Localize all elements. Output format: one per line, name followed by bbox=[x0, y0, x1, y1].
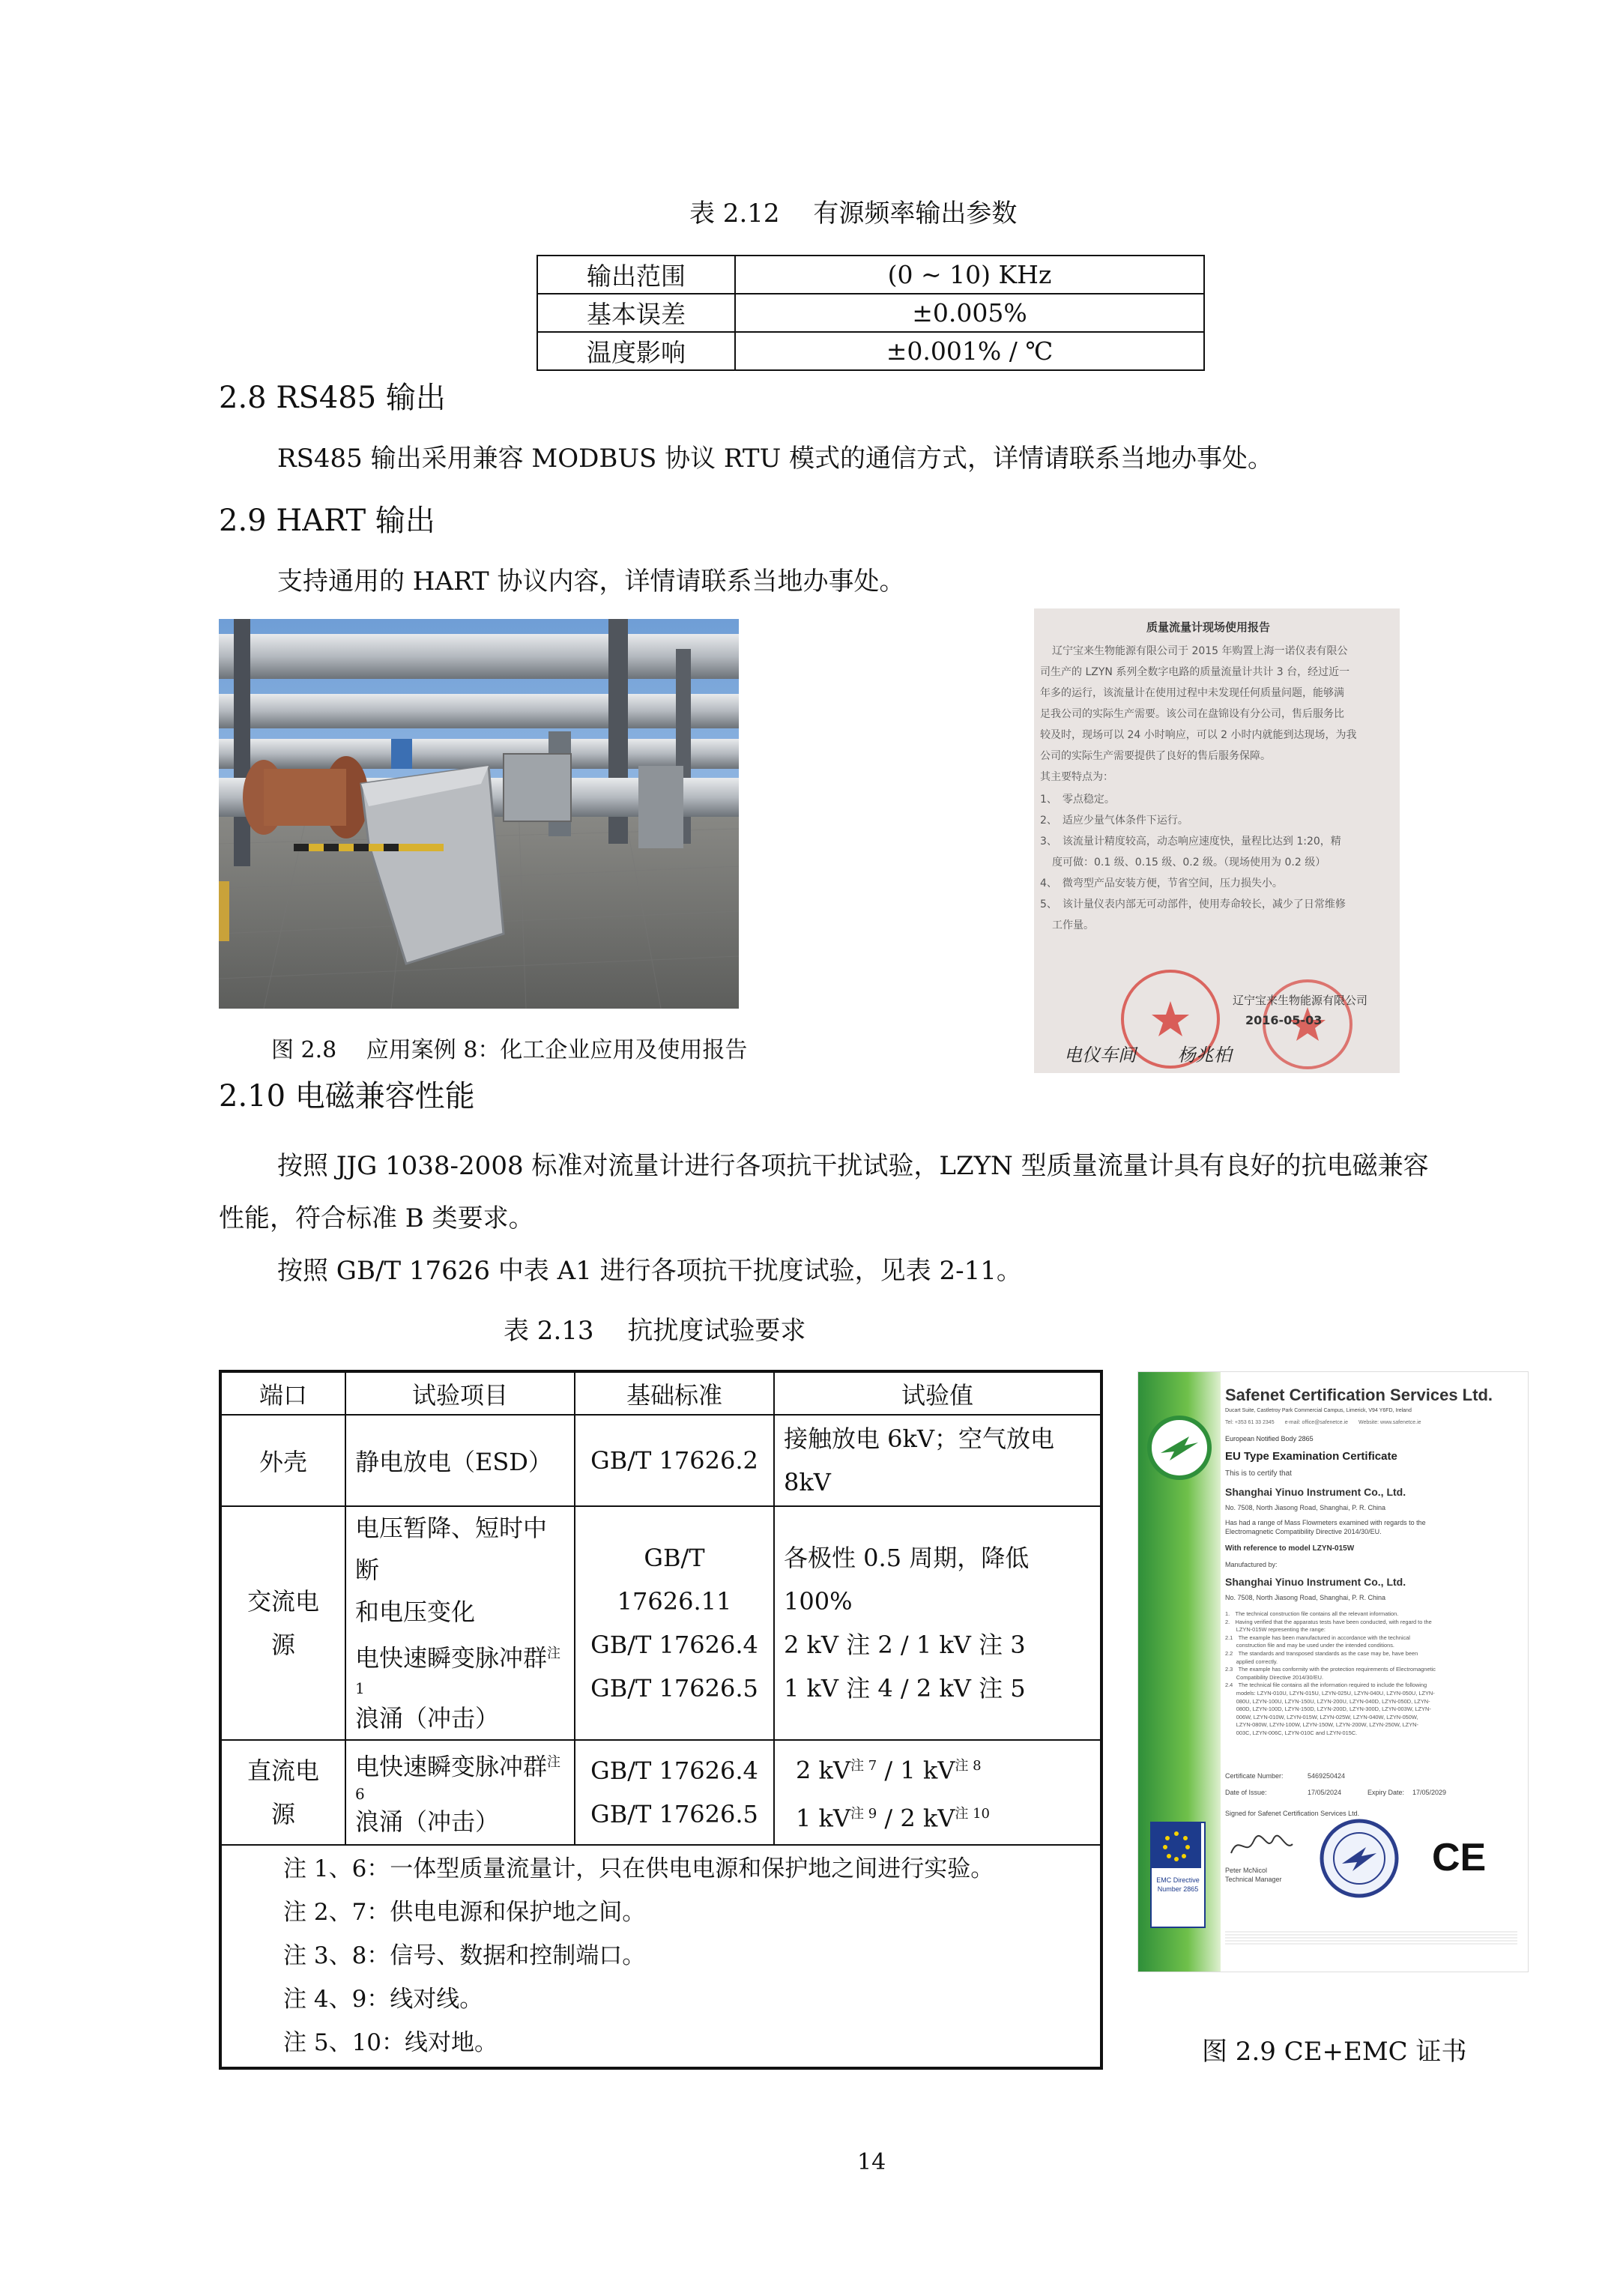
test-item-line: 电压暂降、短时中断 bbox=[355, 1514, 548, 1584]
test-item-text: 电快速瞬变脉冲群 bbox=[355, 1643, 548, 1673]
ce-mark: CE bbox=[1432, 1836, 1487, 1879]
test-item-line: 和电压变化 bbox=[355, 1598, 476, 1626]
report-line: 公司的实际生产需要提供了良好的售后服务保障。 bbox=[1040, 750, 1271, 762]
table-2-12 bbox=[537, 255, 1205, 371]
certificate-maker: Shanghai Yinuo Instrument Co., Ltd. bbox=[1225, 1576, 1406, 1588]
test-value-line: 1 $kV^{注 9} / 2$ $kV^{注 10}$ bbox=[796, 1804, 991, 1833]
certificate-number-label: Certificate Number: bbox=[1225, 1772, 1284, 1780]
test-value-cell bbox=[774, 1506, 1101, 1740]
report-signature: 电仪车间 杨兆柏 bbox=[1064, 1045, 1232, 1066]
test-value-cell bbox=[774, 1415, 1101, 1506]
certificate-address: Ducart Suite, Castletroy Park Commercial Campus, Limerick, V94 Y6FD, Ireland bbox=[1225, 1408, 1412, 1413]
page-number: 14 bbox=[857, 2149, 886, 2175]
standard-line: GB/T 17626.4 bbox=[590, 1756, 758, 1785]
usage-report-scan bbox=[1034, 608, 1400, 1073]
section-2-10-para-1-cont: 性能，符合标准 B 类要求。 bbox=[219, 1203, 534, 1233]
report-line: 1、 零点稳定。 bbox=[1040, 794, 1115, 806]
certificate-issue-date: 17/05/2024 bbox=[1308, 1789, 1342, 1796]
certificate-seal-icon bbox=[1318, 1817, 1400, 1900]
certificate-examined: Electromagnetic Compatibility Directive 2014/30/EU. bbox=[1225, 1528, 1382, 1535]
test-item-text: 电快速瞬变脉冲群 bbox=[355, 1752, 548, 1781]
section-2-10-para-2: 按照 GB/T 17626 中表 A1 进行各项抗干扰度试验，见表 2-11。 bbox=[277, 1256, 1022, 1286]
note-marker-line: 1 bbox=[355, 1679, 365, 1697]
table-note: 注 2、7：供电电源和保护地之间。 bbox=[283, 1899, 646, 1927]
certificate-model: With reference to model LZYN-015W bbox=[1225, 1544, 1355, 1553]
table-note: 注 4、9：线对线。 bbox=[283, 1986, 483, 2013]
table-2-13-caption: 表 2.13 抗扰度试验要求 bbox=[504, 1316, 806, 1346]
certificate-maker-address: No. 7508, North Jiasong Road, Shanghai, P. R. China bbox=[1225, 1594, 1385, 1601]
section-2-10-para-1: 按照 JJG 1038-2008 标准对流量计进行各项抗干扰试验，LZYN 型质量流量计具有良好的抗电磁兼容 bbox=[277, 1151, 1429, 1181]
table-row bbox=[537, 294, 1204, 332]
standard-line: GB/T 17626.5 bbox=[590, 1673, 758, 1703]
standard-cell bbox=[575, 1740, 774, 1845]
report-line: 其主要特点为： bbox=[1040, 771, 1113, 783]
flowmeter-site-photo bbox=[219, 619, 739, 1009]
table-2-12-caption: 表 2.12 有源频率输出参数 bbox=[689, 199, 1018, 229]
table-header: 端口 bbox=[220, 1371, 345, 1415]
test-value-line: 8kV bbox=[784, 1468, 831, 1496]
certificate-contact: Tel: +353 61 33 2345 e-mail: office@safenetce.ie Website: www.safenetce.ie bbox=[1225, 1420, 1421, 1425]
table-notes bbox=[220, 1845, 1101, 2068]
ce-emc-certificate bbox=[1137, 1371, 1529, 1972]
table-header: 基础标准 bbox=[575, 1371, 774, 1415]
test-value-line: 2 $kV^{注 7} / 1$ $kV^{注 8}$ bbox=[796, 1756, 982, 1785]
test-value-line: 各极性 0.5 周期，降低 100% bbox=[784, 1543, 1030, 1616]
standard-cell bbox=[575, 1506, 774, 1740]
test-value-line: 接触放电 6kV；空气放电 bbox=[784, 1425, 1055, 1453]
port-line: 交流电 bbox=[247, 1586, 319, 1616]
table-row bbox=[537, 332, 1204, 370]
note-marker: 注 bbox=[547, 1753, 561, 1770]
port-line: 源 bbox=[270, 1630, 295, 1659]
certificate-signer: Peter McNicol bbox=[1225, 1867, 1268, 1874]
table-header-row bbox=[220, 1371, 1101, 1415]
table-2-13 bbox=[219, 1370, 1103, 2070]
report-line: 2、 适应少量气体条件下运行。 bbox=[1040, 815, 1188, 827]
table-cell-value: ±0.005% bbox=[735, 294, 1204, 332]
standard-cell: GB/T 17626.2 bbox=[575, 1415, 774, 1506]
standard-line: GB/T 17626.5 bbox=[590, 1799, 758, 1828]
certificate-issue-label: Date of Issue: bbox=[1225, 1789, 1267, 1796]
table-note: 注 1、6：一体型质量流量计，只在供电电源和保护地之间进行实验。 bbox=[283, 1855, 994, 1883]
certificate-expiry-label: Expiry Date: bbox=[1367, 1789, 1405, 1796]
test-item-cell bbox=[345, 1506, 575, 1740]
port-cell: 外壳 bbox=[220, 1415, 345, 1506]
table-note: 注 3、8：信号、数据和控制端口。 bbox=[283, 1942, 646, 1970]
table-cell-value: (0 ~ 10) KHz bbox=[735, 256, 1204, 294]
certificate-manufactured-by: Manufactured by: bbox=[1225, 1561, 1278, 1568]
port-cell bbox=[220, 1506, 345, 1740]
test-item-cell: 静电放电（ESD） bbox=[345, 1415, 575, 1506]
certificate-examined: Has had a range of Mass Flowmeters examined with regards to the bbox=[1225, 1519, 1426, 1526]
table-header: 试验值 bbox=[774, 1371, 1101, 1415]
emc-badge-text: EMC Directive Number 2865 bbox=[1156, 1876, 1200, 1893]
certificate-notified-body: European Notified Body 2865 bbox=[1225, 1435, 1314, 1442]
certificate-company: Safenet Certification Services Ltd. bbox=[1225, 1386, 1493, 1404]
certificate-clauses: 1. The technical construction file contains all the relevant information. 2. Having verified that the apparatus tests have been conducted, with regard to the LZYN-015W representing the range: 2.1 The example has been manufactured in accordance with the technical construction file and may be used under the intended conditions. 2.2 The standards and transposed standards as the case may be, have been applied correctly. 2.3 The example has conformity with the protection requirements of Electromagnetic Compatibility Directive 2014/30/EU. 2.4 The technical file contains all the information required to include the following models: LZYN-010U, LZYN-015U, LZYN-025U, LZYN-040U, LZYN-050U, LZYN- 080U, LZYN-100U, LZYN-150U, LZYN-200U, LZYN-040D, LZYN-050D, LZYN- 080D, LZYN-100D, LZYN-150D, LZYN-200D, LZYN-300D, LZYN-003W, LZYN- 006W, LZYN-010W, LZYN-015W, LZYN-025W, LZYN-040W, LZYN-050W, LZYN-080W, LZYN-100W, LZYN-150W, LZYN-200W, LZYN-250W, LZYN- 003C, LZYN-006C, LZYN-010C and LZYN-015C. bbox=[1225, 1610, 1436, 1736]
section-2-9-heading: 2.9 HART 输出 bbox=[219, 504, 435, 538]
certificate-certify: This is to certify that bbox=[1225, 1469, 1292, 1478]
report-line: 年多的运行，该流量计在使用过程中未发现任何质量问题，能够满 bbox=[1040, 687, 1344, 699]
figure-2-9-caption: 图 2.9 CE+EMC 证书 bbox=[1202, 2037, 1467, 2067]
certificate-number: 5469250424 bbox=[1308, 1772, 1346, 1780]
table-row bbox=[220, 1506, 1101, 1740]
table-notes-row bbox=[220, 1845, 1101, 2068]
report-line: 工作量。 bbox=[1052, 919, 1094, 931]
standard-line: GB/T 17626.11 bbox=[617, 1543, 732, 1616]
report-line: 足我公司的实际生产需要。该公司在盘锦设有分公司，售后服务比 bbox=[1040, 708, 1344, 720]
section-2-10-heading: 2.10 电磁兼容性能 bbox=[219, 1079, 475, 1114]
report-date: 2016-05-03 bbox=[1245, 1013, 1323, 1027]
flowmeter-photo-illustration bbox=[219, 619, 739, 1009]
emc-directive-badge bbox=[1150, 1822, 1206, 1928]
report-line: 5、 该计量仪表内部无可动部件，使用寿命较长，减少了日常维修 bbox=[1040, 898, 1346, 910]
note-marker: 注 bbox=[547, 1646, 561, 1661]
report-title: 质量流量计现场使用报告 bbox=[1146, 620, 1271, 634]
section-2-9-body: 支持通用的 HART 协议内容，详情请联系当地办事处。 bbox=[277, 567, 905, 596]
safenet-logo-icon bbox=[1146, 1414, 1213, 1481]
certificate-footer-text bbox=[1225, 1930, 1517, 1945]
report-line: 4、 微弯型产品安装方便，节省空间，压力损失小。 bbox=[1040, 877, 1283, 889]
eu-stars-icon bbox=[1152, 1823, 1201, 1868]
table-header: 试验项目 bbox=[345, 1371, 575, 1415]
table-note: 注 5、10：线对地。 bbox=[283, 2029, 498, 2057]
report-line: 度可做：0.1 级、0.15 级、0.2 级。（现场使用为 0.2 级） bbox=[1052, 857, 1326, 868]
certificate-holder-address: No. 7508, North Jiasong Road, Shanghai, P. R. China bbox=[1225, 1504, 1385, 1511]
certificate-signed-for: Signed for Safenet Certification Services Ltd. bbox=[1225, 1810, 1360, 1817]
table-cell-label: 输出范围 bbox=[537, 256, 735, 294]
report-seal-company: 辽宁宝来生物能源有限公司 bbox=[1233, 994, 1368, 1007]
test-item-line bbox=[355, 1633, 565, 1679]
test-item-cell bbox=[345, 1740, 575, 1845]
standard-line: GB/T 17626.4 bbox=[590, 1630, 758, 1659]
test-item-line bbox=[355, 1744, 565, 1786]
table-cell-label: 温度影响 bbox=[537, 332, 735, 370]
section-2-8-heading: 2.8 RS485 输出 bbox=[219, 381, 446, 415]
test-value-line: 2 kV 注 2 / 1 kV 注 3 bbox=[784, 1630, 1026, 1659]
report-line: 3、 该流量计精度较高，动态响应速度快，量程比达到 1:20，精 bbox=[1040, 836, 1341, 848]
test-item-line: 浪涌（冲击） bbox=[355, 1703, 500, 1732]
test-value-cell bbox=[774, 1740, 1101, 1845]
table-row bbox=[220, 1740, 1101, 1845]
note-marker-line: 6 bbox=[355, 1785, 365, 1804]
table-row bbox=[537, 256, 1204, 294]
report-line: 司生产的 LZYN 系列全数字电路的质量流量计共计 3 台，经过近一 bbox=[1040, 666, 1350, 678]
test-value-line: 1 kV 注 4 / 2 kV 注 5 bbox=[784, 1673, 1026, 1703]
section-2-8-body: RS485 输出采用兼容 MODBUS 协议 RTU 模式的通信方式，详情请联系当地办事处。 bbox=[277, 444, 1274, 474]
report-line: 较及时，现场可以 24 小时响应，可以 2 小时内就能到达现场，为我 bbox=[1040, 729, 1357, 741]
port-line: 直流电 bbox=[247, 1756, 319, 1785]
port-cell bbox=[220, 1740, 345, 1845]
certificate-signer-role: Technical Manager bbox=[1225, 1876, 1282, 1883]
certificate-title: EU Type Examination Certificate bbox=[1225, 1450, 1397, 1463]
table-row bbox=[220, 1415, 1101, 1506]
test-item-line: 浪涌（冲击） bbox=[355, 1807, 500, 1837]
report-line: 辽宁宝来生物能源有限公司于 2015 年购置上海一诺仪表有限公 bbox=[1052, 645, 1348, 657]
table-cell-label: 基本误差 bbox=[537, 294, 735, 332]
certificate-holder: Shanghai Yinuo Instrument Co., Ltd. bbox=[1225, 1486, 1406, 1498]
port-line: 源 bbox=[270, 1799, 295, 1828]
figure-2-8-caption: 图 2.8 应用案例 8：化工企业应用及使用报告 bbox=[271, 1037, 748, 1063]
signature-scribble-icon bbox=[1228, 1831, 1296, 1861]
table-cell-value: ±0.001% / ℃ bbox=[735, 332, 1204, 370]
certificate-expiry-date: 17/05/2029 bbox=[1412, 1789, 1447, 1796]
